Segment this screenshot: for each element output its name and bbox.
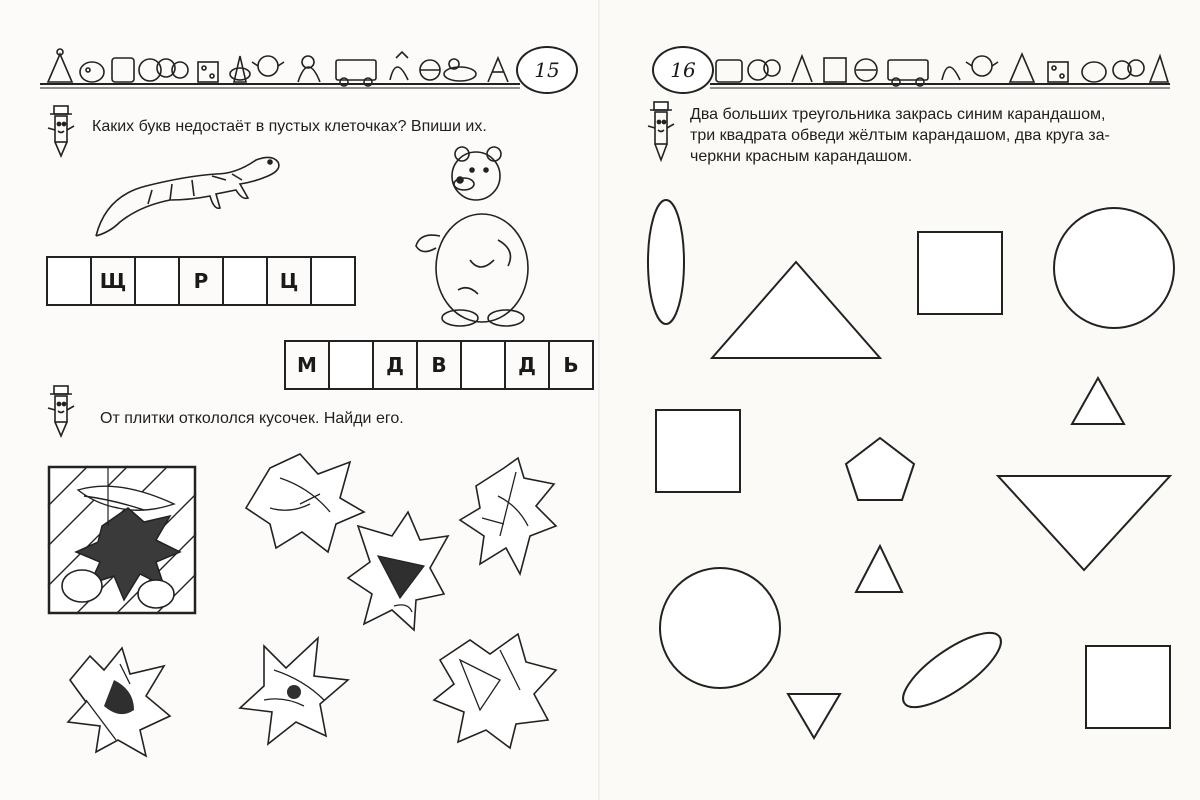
square-shape[interactable] [918,232,1002,314]
tile-icon [48,466,196,614]
letter-cell: Щ [92,258,136,304]
circle-shape[interactable] [1054,208,1174,328]
letter-cell-empty[interactable] [48,258,92,304]
instruction-line: черкни красным карандашом. [690,148,913,165]
piece-icon[interactable] [344,506,454,636]
ellipse-shape[interactable] [893,620,1011,719]
word-row-2 [284,340,594,390]
letter-cell: В [418,342,462,388]
letter-cell: Р [180,258,224,304]
task1-instruction: Каких букв недостаёт в пустых клеточках? Впиши их. [92,118,487,135]
letter-cell: М [286,342,330,388]
small-triangle-shape[interactable] [856,546,902,592]
pencil-mascot-icon [44,384,78,440]
piece-icon[interactable] [458,456,562,586]
bear-icon [410,140,550,330]
frieze-toys-icon [40,44,520,92]
right-page [600,0,1200,800]
piece-icon[interactable] [60,640,180,760]
square-shape[interactable] [656,410,740,492]
word-row-1 [46,256,356,306]
instruction-line: Два больших треугольника закрась синим карандашом, [690,106,1106,123]
piece-icon[interactable] [234,630,354,750]
big-triangle-shape[interactable] [998,476,1170,570]
pentagon-shape[interactable] [846,438,914,500]
small-triangle-shape[interactable] [788,694,840,738]
page-number: 15 [516,46,578,94]
ellipse-shape[interactable] [648,200,684,324]
letter-cell-empty[interactable] [312,258,354,304]
instruction-line: три квадрата обведи жёлтым карандашом, два круга за- [690,127,1110,144]
letter-cell: Д [506,342,550,388]
lizard-icon [92,150,292,240]
letter-cell-empty[interactable] [224,258,268,304]
square-shape[interactable] [1086,646,1170,728]
letter-cell-empty[interactable] [462,342,506,388]
page-number: 16 [652,46,714,94]
task2-instruction: От плитки откололся кусочек. Найди его. [100,410,404,427]
letter-cell: Ц [268,258,312,304]
circle-shape[interactable] [660,568,780,688]
piece-icon[interactable] [430,630,560,750]
big-triangle-shape[interactable] [712,262,880,358]
shapes-area [600,0,1200,800]
letter-cell-empty[interactable] [330,342,374,388]
small-triangle-shape[interactable] [1072,378,1124,424]
letter-cell: Ь [563,353,579,377]
letter-cell-empty[interactable] [136,258,180,304]
letter-cell: Д [374,342,418,388]
pencil-mascot-icon [44,104,78,160]
